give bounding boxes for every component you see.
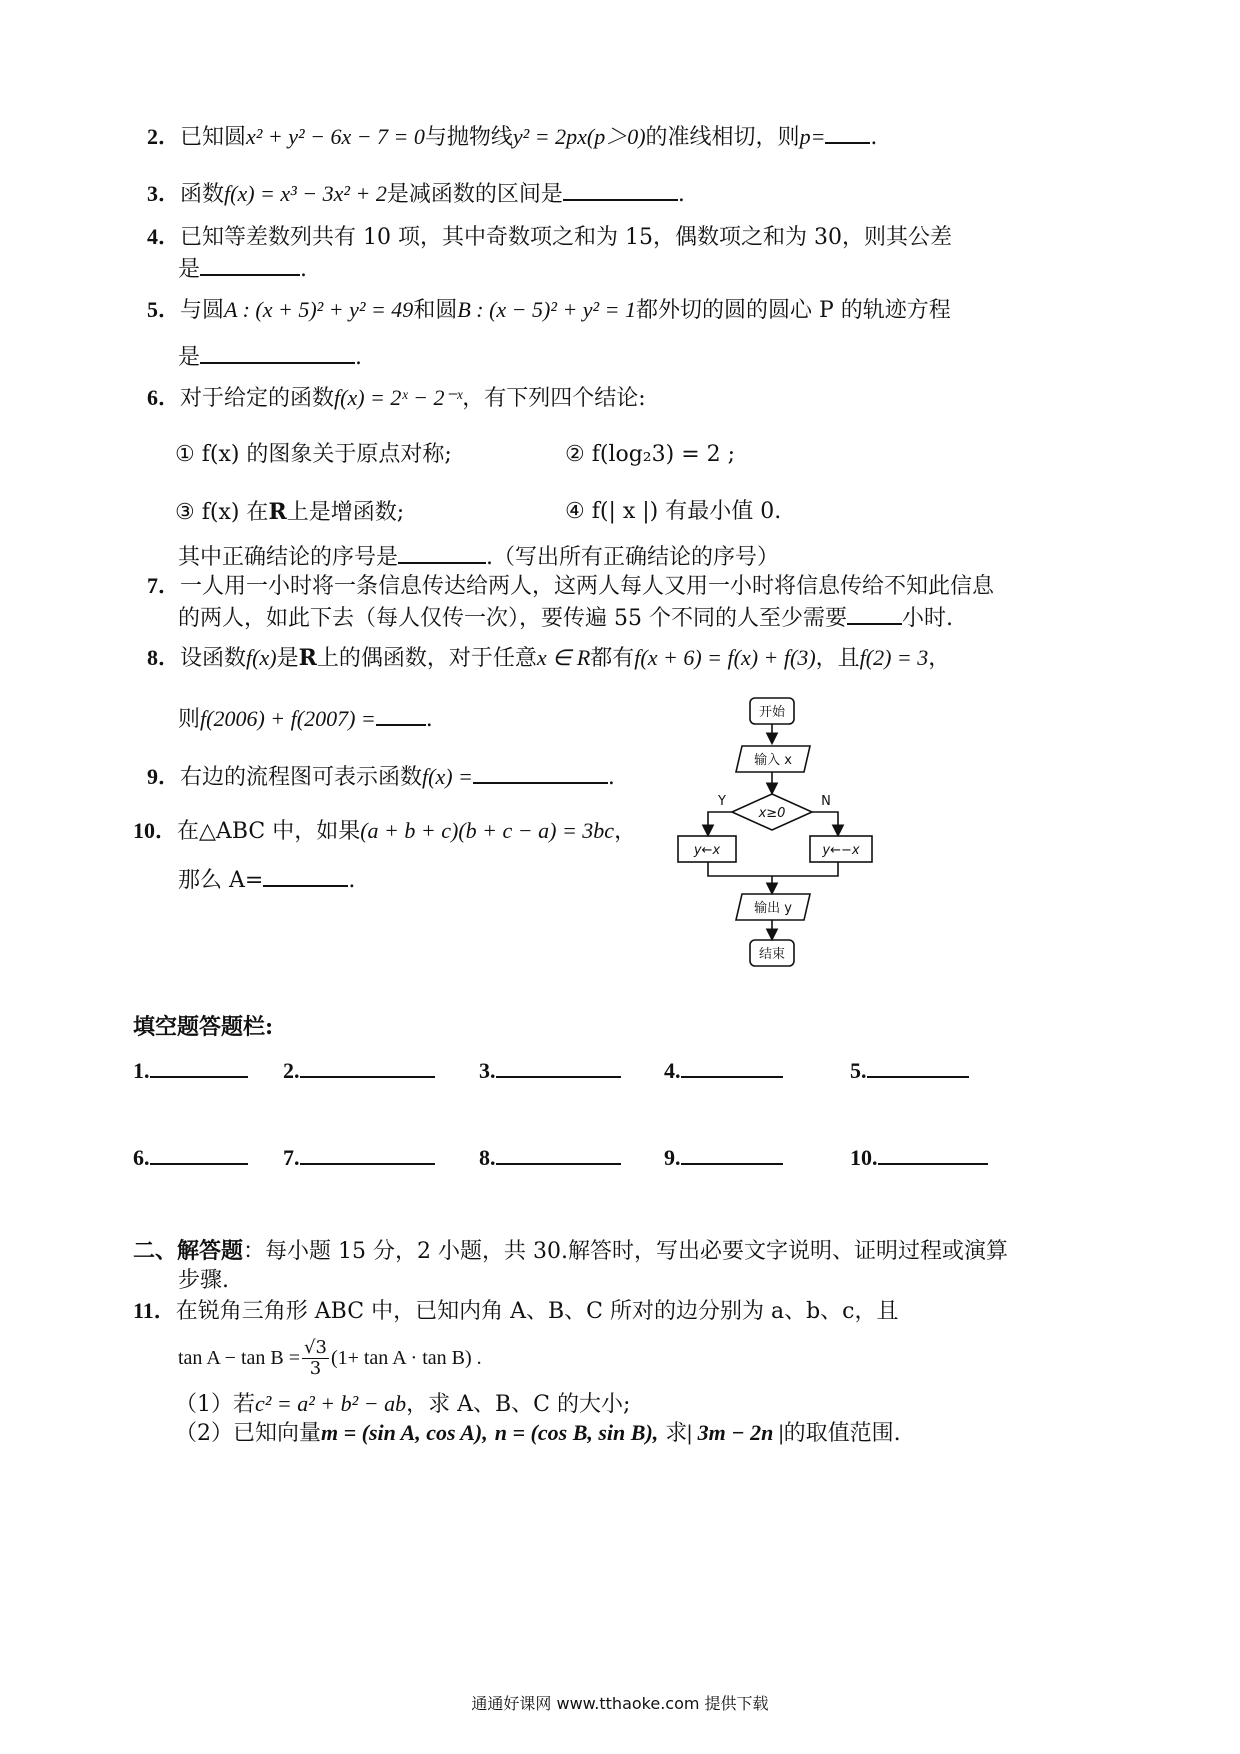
equation: y² = 2px(p＞0): [512, 124, 646, 149]
page-footer: 通通好课网 www.tthaoke.com 提供下载: [471, 1694, 769, 1713]
conclusion-2: ② f(log₂3) = 2 ;: [565, 442, 736, 467]
question-11-part-2: （2）已知向量m = (sin A, cos A), n = (cos B, sin B), 求| 3m − 2n |的取值范围.: [175, 1420, 901, 1446]
answer-slot-6[interactable]: 6.: [133, 1143, 248, 1171]
question-2: 2．已知圆x² + y² − 6x − 7 = 0与抛物线y² = 2px(p＞0)的准线相切，则p= .: [147, 120, 877, 153]
answer-slot-4[interactable]: 4.: [664, 1056, 783, 1084]
answer-blank: [200, 252, 300, 276]
flowchart: [670, 690, 890, 975]
answer-slot-8[interactable]: 8.: [479, 1143, 621, 1171]
answer-blank: [847, 601, 902, 625]
question-number: 10．: [133, 818, 178, 843]
answer-blank: [263, 863, 348, 887]
flow-left-label: y←x: [693, 843, 721, 858]
part-2-heading-line-2: 步骤.: [178, 1268, 229, 1293]
answer-blank: [398, 540, 486, 564]
answer-blank: [825, 120, 870, 144]
question-number: 11．: [133, 1298, 176, 1323]
flow-start-label: 开始: [758, 705, 786, 720]
question-number: 7．: [147, 573, 181, 598]
question-7: 7．一人用一小时将一条信息传达给两人，这两人每人又用一小时将信息传给不知此信息: [147, 573, 995, 599]
answer-blank: [473, 760, 608, 784]
flow-output-label: 输出 y: [754, 901, 792, 916]
question-4: 4．已知等差数列共有 10 项，其中奇数项之和为 15，偶数项之和为 30，则其公差: [147, 224, 952, 250]
question-7-line-2: 的两人，如此下去（每人仅传一次），要传遍 55 个不同的人至少需要 小时.: [178, 601, 953, 634]
answer-slot-5[interactable]: 5.: [850, 1056, 969, 1084]
flow-no-label: N: [821, 794, 831, 809]
part-2-title: 二、解答题: [133, 1238, 244, 1264]
question-4-line-2: 是 .: [178, 252, 307, 285]
answer-slot-9[interactable]: 9.: [664, 1143, 783, 1171]
conclusion-3: ③ f(x) 在R上是增函数;: [175, 499, 405, 525]
answer-slot-2[interactable]: 2.: [283, 1056, 435, 1084]
question-6: 6．对于给定的函数f(x) = 2ˣ − 2⁻ˣ，有下列四个结论:: [147, 385, 646, 411]
answer-slot-1[interactable]: 1.: [133, 1056, 248, 1084]
question-5-line-2: 是 .: [178, 340, 362, 373]
flow-input-label: 输入 x: [754, 753, 792, 768]
answer-slot-3[interactable]: 3.: [479, 1056, 621, 1084]
equation: A : (x + 5)² + y² = 49: [224, 297, 414, 322]
question-6-tail: 其中正确结论的序号是 .（写出所有正确结论的序号）: [178, 540, 779, 573]
answer-blank: [376, 702, 426, 726]
answer-slot-10[interactable]: 10.: [850, 1143, 988, 1171]
question-9: 9．右边的流程图可表示函数f(x) = .: [147, 760, 615, 793]
equation: f(x) = 2ˣ − 2⁻ˣ: [334, 385, 463, 410]
question-number: 5．: [147, 297, 181, 322]
flow-right-label: y←−x: [822, 843, 860, 858]
question-3: 3．函数f(x) = x³ − 3x² + 2是减函数的区间是 .: [147, 177, 685, 210]
question-number: 8．: [147, 645, 181, 670]
answer-section-title: 填空题答题栏:: [133, 1014, 274, 1040]
conclusion-1: ① f(x) 的图象关于原点对称;: [175, 442, 452, 467]
question-10-line-2: 那么 A= .: [178, 863, 355, 896]
equation: x² + y² − 6x − 7 = 0: [246, 124, 425, 149]
question-11-equation: tan A − tan B = $\frac{√3}{3}$ (1+ tan A · tan B) .: [178, 1337, 482, 1379]
part-2-heading: 二、解答题：每小题 15 分，2 小题，共 30.解答时，写出必要文字说明、证明过程或演算: [133, 1238, 1008, 1264]
flow-yes-label: Y: [718, 794, 726, 809]
answer-slot-7[interactable]: 7.: [283, 1143, 435, 1171]
question-11-part-1: （1）若c² = a² + b² − ab，求 A、B、C 的大小;: [175, 1391, 631, 1417]
answer-blank: [563, 177, 678, 201]
question-8-line-2: 则f(2006) + f(2007) = .: [178, 702, 433, 735]
question-number: 9．: [147, 764, 181, 789]
question-10: 10．在△ABC 中，如果(a + b + c)(b + c − a) = 3bc，: [133, 818, 637, 844]
fraction: $\frac{√3}{3}$: [304, 1337, 327, 1379]
question-8: 8．设函数f(x)是R上的偶函数，对于任意x ∈ R都有f(x + 6) = f(x) + f(3)，且f(2) = 3，: [147, 645, 951, 671]
question-5: 5．与圆A : (x + 5)² + y² = 49和圆B : (x − 5)² + y² = 1都外切的圆的圆心 P 的轨迹方程: [147, 297, 951, 323]
question-number: 6．: [147, 385, 181, 410]
equation: B : (x − 5)² + y² = 1: [457, 297, 637, 322]
flow-cond-label: x≥0: [758, 806, 786, 821]
question-number: 4．: [147, 224, 181, 249]
equation: f(x) = x³ − 3x² + 2: [224, 181, 387, 206]
answer-blank: [200, 340, 355, 364]
flow-end-label: 结束: [758, 947, 786, 962]
question-number: 2．: [147, 124, 181, 149]
question-11: 11．在锐角三角形 ABC 中，已知内角 A、B、C 所对的边分别为 a、b、c，且: [133, 1298, 899, 1324]
question-number: 3．: [147, 181, 181, 206]
conclusion-4: ④ f(| x |) 有最小值 0.: [565, 499, 782, 524]
